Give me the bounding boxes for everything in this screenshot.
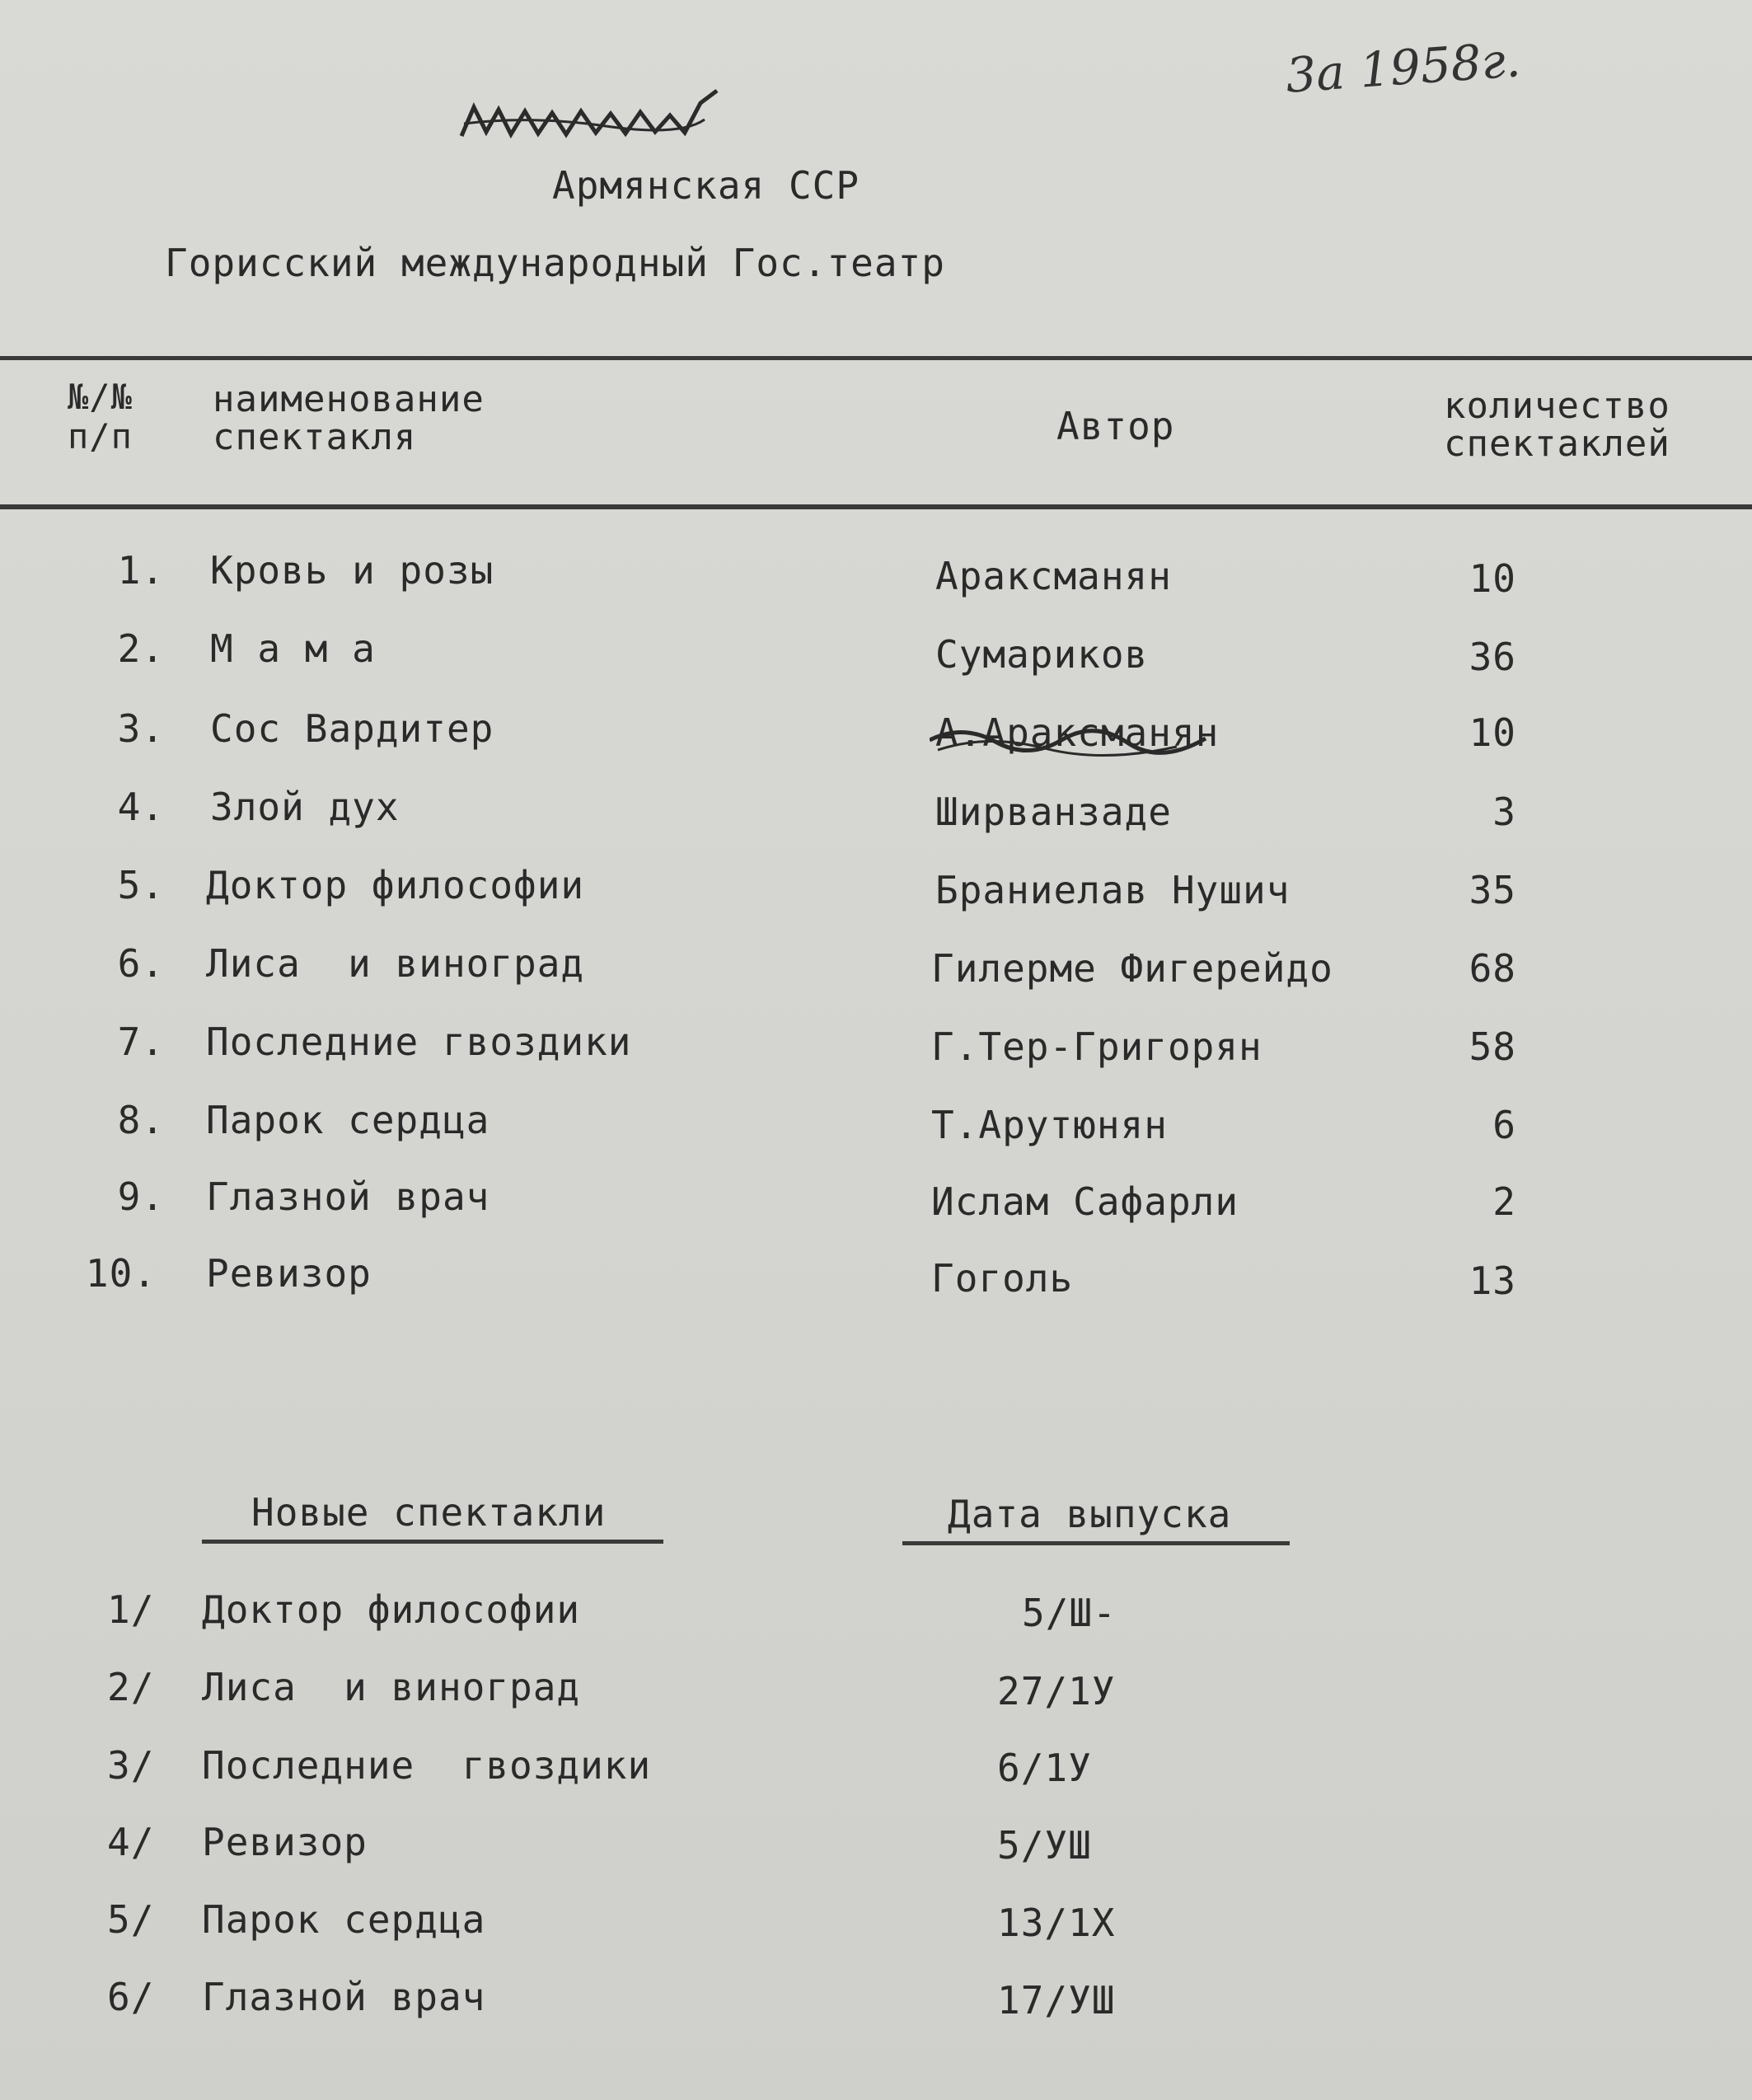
row-8-count: 6 — [1492, 1103, 1516, 1147]
new-shows-heading: Новые спектакли — [251, 1490, 607, 1535]
row-7-title: Последние гвоздики — [206, 1020, 632, 1064]
row-6-num: 6. — [117, 941, 165, 986]
row-10-title: Ревизор — [206, 1251, 372, 1296]
row-7-author: Г.Тер-Григорян — [931, 1024, 1262, 1069]
row-8-author: Т.Арутюнян — [931, 1103, 1168, 1147]
row-3-author: А.Араксманян — [935, 710, 1220, 755]
row-6-title: Лиса и виноград — [206, 941, 585, 986]
row-1-author: Араксманян — [935, 554, 1172, 598]
new-row-5-date: 13/1Х — [997, 1901, 1116, 1945]
row-8-num: 8. — [117, 1098, 165, 1142]
row-5-title: Доктор философии — [206, 863, 585, 907]
row-4-count: 3 — [1492, 790, 1516, 834]
new-shows-underline — [202, 1540, 663, 1544]
new-row-5-num: 5/ — [107, 1897, 155, 1942]
new-row-6-num: 6/ — [107, 1975, 155, 2019]
theatre-title: Горисский международный Гос.театр — [165, 241, 945, 285]
row-3-author-strikethrough — [930, 715, 1210, 765]
row-2-author: Сумариков — [935, 632, 1149, 677]
row-1-count: 10 — [1469, 556, 1516, 601]
row-6-author: Гилерме Фигерейдо — [931, 946, 1333, 991]
crossed-out-word — [457, 87, 721, 148]
new-row-2-date: 27/1У — [997, 1669, 1116, 1713]
row-10-author: Гоголь — [931, 1256, 1074, 1301]
republic-title: Армянская ССР — [552, 163, 860, 208]
row-1-title: Кровь и розы — [210, 548, 494, 593]
new-row-4-num: 4/ — [107, 1820, 155, 1864]
new-row-1-title: Доктор философии — [202, 1587, 581, 1632]
row-6-count: 68 — [1469, 946, 1516, 991]
row-10-count: 13 — [1469, 1259, 1516, 1303]
new-row-6-date: 17/УШ — [997, 1978, 1116, 2023]
row-5-author: Браниелав Нушич — [935, 868, 1291, 912]
row-3-title: Сос Вардитер — [210, 706, 494, 751]
new-row-5-title: Парок сердца — [202, 1897, 486, 1942]
new-row-2-title: Лиса и виноград — [202, 1665, 581, 1709]
new-row-6-title: Глазной врач — [202, 1975, 486, 2019]
row-2-num: 2. — [117, 626, 165, 671]
row-5-count: 35 — [1469, 868, 1516, 912]
row-3-count: 10 — [1469, 710, 1516, 755]
archive-mark: 3а 1958г. — [1283, 31, 1523, 104]
release-date-heading: Дата выпуска — [948, 1492, 1232, 1536]
new-row-1-num: 1/ — [107, 1587, 155, 1632]
row-5-num: 5. — [117, 863, 165, 907]
row-9-count: 2 — [1492, 1179, 1516, 1224]
row-4-author: Ширванзаде — [935, 790, 1172, 834]
row-9-title: Глазной врач — [206, 1174, 490, 1219]
col-header-author: Автор — [1056, 404, 1175, 448]
row-7-count: 58 — [1469, 1024, 1516, 1069]
new-row-3-date: 6/1У — [997, 1746, 1092, 1790]
row-3-num: 3. — [117, 706, 165, 751]
new-row-1-date: 5/Ш- — [1022, 1591, 1117, 1635]
new-row-4-title: Ревизор — [202, 1820, 368, 1864]
table-top-rule — [0, 356, 1752, 360]
new-row-4-date: 5/УШ — [997, 1823, 1092, 1868]
row-8-title: Парок сердца — [206, 1098, 490, 1142]
row-2-title: М а м а — [210, 626, 376, 671]
col-header-count: количество спектаклей — [1444, 385, 1670, 465]
new-row-3-num: 3/ — [107, 1743, 155, 1788]
new-row-2-num: 2/ — [107, 1665, 155, 1709]
table-header-rule — [0, 504, 1752, 509]
row-7-num: 7. — [117, 1020, 165, 1064]
row-4-title: Злой дух — [210, 785, 400, 829]
row-2-count: 36 — [1469, 635, 1516, 679]
release-date-underline — [902, 1541, 1290, 1545]
row-9-author: Ислам Сафарли — [931, 1179, 1239, 1224]
row-1-num: 1. — [117, 548, 165, 593]
new-row-3-title: Последние гвоздики — [202, 1743, 652, 1788]
row-9-num: 9. — [117, 1174, 165, 1219]
col-header-num: №/№ п/п — [68, 377, 133, 457]
col-header-title: наименование спектакля — [213, 378, 485, 458]
row-4-num: 4. — [117, 785, 165, 829]
row-10-num: 10. — [85, 1251, 157, 1296]
